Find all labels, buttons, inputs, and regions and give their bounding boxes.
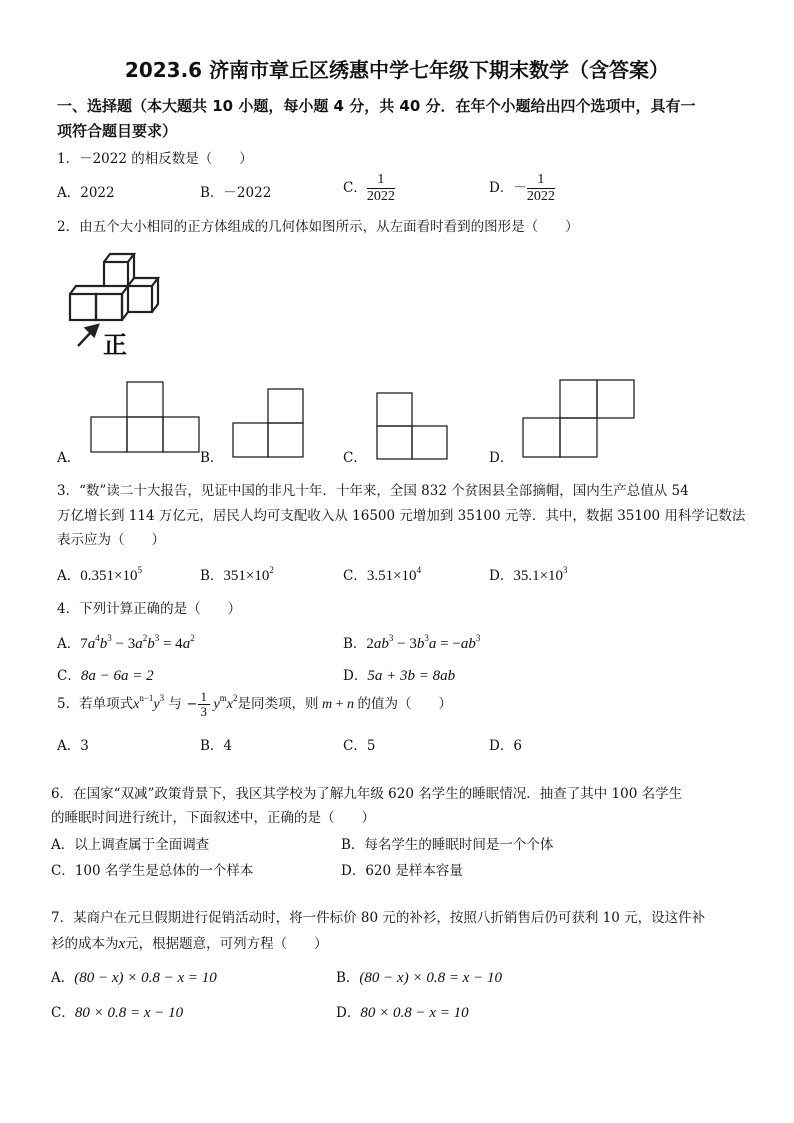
q7-b-label: B． (336, 970, 360, 986)
section-heading-line1: 一、选择题（本大题共 10 小题，每小题 4 分，共 40 分．在年个小题给出四个选项中，具有一 (57, 97, 696, 115)
q6-line1: 6．在国家“双减”政策背景下，我区其学校为了解九年级 620 名学生的睡眠情况．抽查了其中 100 名学生 (51, 786, 683, 802)
q4-c-expr: 8a − 6a = 2 (80, 668, 154, 684)
q2-front-label: 正 (103, 331, 127, 359)
q1-c-numerator: 1 (367, 172, 395, 189)
q7-line2-pre: 衫的成本为 (51, 936, 119, 952)
q3-a-base: 0.351×10 (80, 568, 138, 584)
q4-stem: 4．下列计算正确的是（ ） (57, 601, 242, 617)
q3-option-a (57, 564, 142, 585)
q1-d-numerator: 1 (527, 172, 555, 189)
q7-line2 (51, 932, 328, 953)
q7-d-label: D． (336, 1005, 361, 1021)
q3-line3: 表示应为（ ） (57, 532, 165, 548)
q7-b-expr: (80 − x) × 0.8 = x − 10 (359, 970, 502, 986)
q5-option-b: B．4 (200, 738, 233, 754)
q7-c-label: C． (51, 1005, 75, 1021)
q3-c-exp: 4 (416, 565, 422, 575)
q1-c-denominator: 2022 (366, 189, 395, 204)
q3-c-base: 3.51×10 (366, 568, 417, 584)
q7-line1: 7．某商户在元旦假期进行促销活动时，将一件标价 80 元的补衫，按照八折销售后仍可获利 10 元，设这件补 (51, 910, 706, 926)
q2-stem: 2．由五个大小相同的正方体组成的几何体如图所示，从左面看时看到的图形是（ ） (57, 219, 579, 235)
q3-a-label: A． (57, 568, 81, 584)
q1-option-d (489, 172, 555, 205)
q5-stem-post: 是同类项，则 (237, 696, 319, 712)
q4-option-c (57, 664, 154, 685)
q2-option-a-figure (90, 381, 200, 455)
page-title: 2023.6 济南市章丘区绣惠中学七年级下期末数学（含答案） (124, 58, 670, 82)
q3-d-base: 35.1×10 (513, 568, 564, 584)
q4-option-a: A．$7a^4b^3 - 3a^2b^3 = 4a^2$ (57, 633, 195, 652)
q3-b-label: B． (200, 568, 224, 584)
q5-frac-num: 1 (198, 690, 211, 705)
q2-option-a: A． (57, 450, 81, 466)
q5-frac-den: 3 (200, 704, 208, 719)
q1-option-b: B．－2022 (200, 185, 272, 201)
q1-option-c (343, 172, 395, 205)
q6-line2: 的睡眠时间进行统计，下面叙述中，正确的是（ ） (51, 810, 375, 826)
q7-line2-var: x (118, 936, 126, 952)
q1-option-d-fraction (527, 172, 555, 205)
q7-c-expr: 80 × 0.8 = x − 10 (74, 1005, 184, 1021)
q3-option-d (489, 564, 568, 585)
q3-b-base: 351×10 (223, 568, 270, 584)
q7-line2-post: 元，根据题意，可列方程（ ） (125, 936, 328, 952)
q5-stem: 5．若单项式$x^{n-1}y^3$ 与 − $\frac{1}{3}$ $y^mx^2$是同类项，则 m + n 的值为（ ） (57, 689, 452, 719)
q4-c-label: C． (57, 668, 81, 684)
q6-option-b: B．每名学生的睡眠时间是一个个体 (341, 837, 554, 853)
q7-option-d (336, 1001, 469, 1022)
q1-option-d-label: D．－ (489, 180, 527, 196)
q2-option-b: B． (200, 450, 224, 466)
q5-stem-end: 的值为（ ） (357, 696, 452, 712)
q2-option-b-figure (233, 388, 307, 458)
q5-stem-pre: 5．若单项式 (57, 696, 134, 712)
q3-option-c (343, 564, 421, 585)
q6-option-c: C．100 名学生是总体的一个样本 (51, 863, 254, 879)
q3-b-exp: 2 (269, 565, 274, 575)
q3-c-label: C． (343, 568, 367, 584)
q3-d-label: D． (489, 568, 514, 584)
q3-option-b (200, 564, 274, 585)
q3-line1: 3．“数”读二十大报告，见证中国的非凡十年．十年来，全国 832 个贫困县全部摘帽，国内生产总值从 54 (57, 483, 689, 499)
q7-a-label: A． (51, 970, 75, 986)
q3-a-exp: 5 (137, 565, 142, 575)
q1-option-a: A．2022 (57, 185, 115, 201)
q5-option-c: C．5 (343, 738, 376, 754)
q6-option-a: A．以上调查属于全面调查 (51, 837, 210, 853)
q1-option-c-label: C． (343, 180, 367, 196)
q1-stem: 1．－2022 的相反数是（ ） (57, 151, 253, 167)
q3-line2: 万亿增长到 114 万亿元，居民人均可支配收入从 16500 元增加到 35100 元等．其中，数据 35100 用科学记数法 (57, 508, 746, 524)
q7-option-c (51, 1001, 183, 1022)
q4-option-d (343, 664, 455, 685)
q5-option-d: D．6 (489, 738, 522, 754)
q2-option-d-figure (522, 380, 636, 460)
q2-option-c-figure (377, 392, 451, 460)
q7-option-a (51, 966, 217, 987)
q3-d-exp: 3 (563, 565, 568, 575)
q5-stem-mid: 与 − (168, 696, 198, 712)
q1-d-denominator: 2022 (526, 189, 555, 204)
section-heading-line2: 项符合题目要求） (57, 122, 178, 140)
q7-option-b (336, 966, 502, 987)
q5-option-a: A．3 (57, 738, 89, 754)
q4-a-label: A． (57, 636, 81, 652)
q4-b-label: B． (343, 636, 367, 652)
q2-option-c: C． (343, 450, 367, 466)
q4-option-b: B．$2ab^3 - 3b^3a = -ab^3$ (343, 633, 481, 652)
q1-option-c-fraction (367, 172, 395, 205)
q7-d-expr: 80 × 0.8 − x = 10 (360, 1005, 469, 1021)
q2-option-d: D． (489, 450, 514, 466)
q6-option-d: D．620 是样本容量 (341, 863, 463, 879)
q4-d-expr: 5a + 3b = 8ab (367, 668, 456, 684)
q7-a-expr: (80 − x) × 0.8 − x = 10 (74, 970, 217, 986)
q4-d-label: D． (343, 668, 368, 684)
